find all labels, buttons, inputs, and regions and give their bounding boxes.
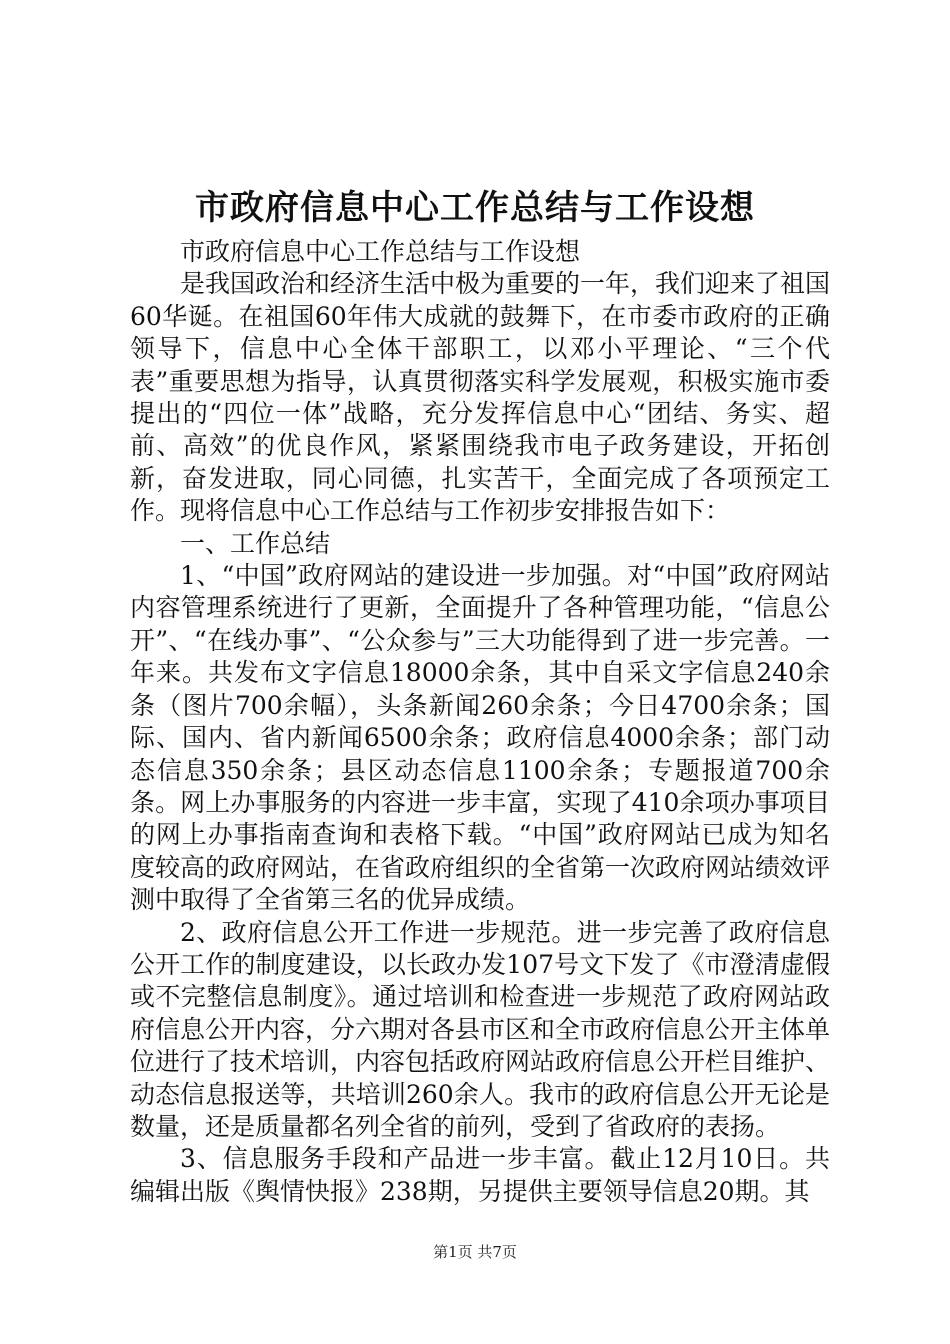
document-body [130,236,830,1208]
page-footer: 第1页 共7页 [433,1243,517,1261]
paragraph-item-2: 2、政府信息公开工作进一步规范。进一步完善了政府信息公开工作的制度建设，以长政办发107号文下发了《市澄清虚假或不完整信息制度》。通过培训和检查进一步规范了政府网站政府信息公开内容，分六期对各县市区和全市政府信息公开主体单位进行了技术培训，内容包括政府网站政府信息公开栏目维护、动态信息报送等，共培训260余人。我市的政府信息公开无论是数量，还是质量都名列全省的前列，受到了省政府的表扬。 [130,917,831,1141]
paragraph-item-3: 3、信息服务手段和产品进一步丰富。截止12月10日。共编辑出版《舆情快报》238期，另提供主要领导信息20期。其 [130,1144,830,1206]
paragraph-subtitle: 市政府信息中心工作总结与工作设想 [180,237,581,266]
paragraph-intro: 是我国政治和经济生活中极为重要的一年，我们迎来了祖国60华诞。在祖国60年伟大成就的鼓舞下，在市委市政府的正确领导下，信息中心全体干部职工，以邓小平理论、“三个代表”重要思想为指导，认真贯彻落实科学发展观，积极实施市委提出的“四位一体”战略，充分发挥信息中心“团结、务实、超前、高效”的优良作风，紧紧围绕我市电子政务建设，开拓创新，奋发进取，同心同德，扎实苦干，全面完成了各项预定工作。现将信息中心工作总结与工作初步安排报告如下： [130,269,831,526]
document-title: 市政府信息中心工作总结与工作设想 [195,188,755,228]
paragraph-item-1: 1、“中国”政府网站的建设进一步加强。对“中国”政府网站内容管理系统进行了更新，全面提升了各种管理功能，“信息公开”、“在线办事”、“公众参与”三大功能得到了进一步完善。一年来。共发布文字信息18000余条，其中自采文字信息240余条（图片700余幅），头条新闻260余条；今日4700余条；国际、国内、省内新闻6500余条；政府信息4000余条；部门动态信息350余条；县区动态信息1100余条；专题报道700余条。网上办事服务的内容进一步丰富，实现了410余项办事项目的网上办事指南查询和表格下载。“中国”政府网站已成为知名度较高的政府网站，在省政府组织的全省第一次政府网站绩效评测中取得了全省第三名的优异成绩。 [130,561,831,915]
section-heading-work-summary: 一、工作总结 [180,528,331,558]
